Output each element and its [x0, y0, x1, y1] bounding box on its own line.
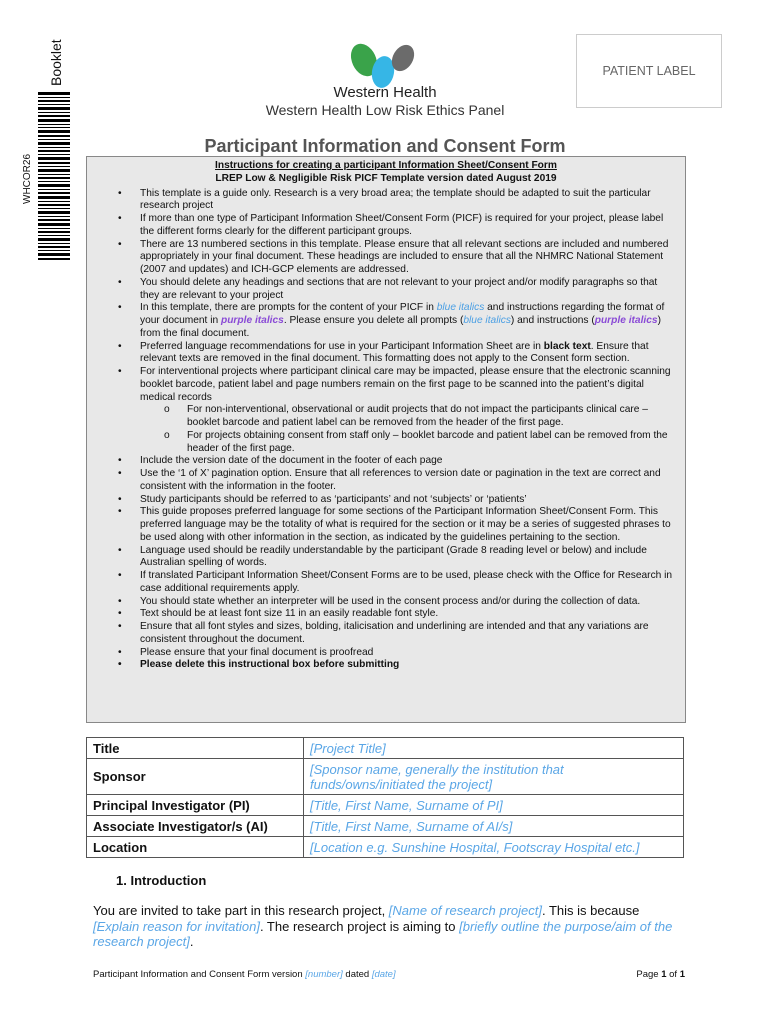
page-footer	[93, 969, 685, 980]
instruction-subheading: LREP Low & Negligible Risk PICF Template version dated August 2019	[215, 172, 557, 184]
form-code: WHCOR26	[22, 153, 33, 204]
row-key: Principal Investigator (PI)	[87, 795, 304, 816]
list-item: • Preferred language recommendations for use in your Participant Information Sheet are in black text. Ensure that relevant texts are removed in the final document. This formatting does not apply to the Consent form section.	[118, 340, 649, 365]
list-item: o For projects obtaining consent from staff only – booklet barcode and patient label can be removed from the header of the first page.	[164, 429, 668, 454]
brand-name: Western Health	[333, 84, 437, 101]
row-key: Title	[87, 738, 304, 759]
list-item: o For non-interventional, observational or audit projects that do not impact the participants clinical care – booklet barcode and patient label can be removed from the header of the first page.	[164, 404, 648, 428]
list-item: • There are 13 numbered sections in this template. Please ensure that all relevant sections are included and numbered appropriately in your final document. These headings are included to ensure that all the NHMRC National Statement (2007 and updates) and ICH-GCP elements are addressed.	[118, 238, 669, 275]
table-row	[87, 837, 684, 858]
list-item: • Ensure that all font styles and sizes, bolding, italicisation and underlining are intended and that any variations are consistent throughout the document.	[118, 621, 649, 645]
row-value[interactable]: [Title, First Name, Surname of AI/s]	[304, 816, 684, 837]
list-item: • If translated Participant Information Sheet/Consent Forms are to be used, please check with the Office for Research in case additional requirements apply.	[118, 570, 673, 594]
row-key: Location	[87, 837, 304, 858]
ethics-panel: Western Health Low Risk Ethics Panel	[265, 102, 505, 118]
table-row	[87, 816, 684, 837]
page-title: Participant Information and Consent Form	[204, 136, 566, 156]
table-row	[87, 759, 684, 795]
row-value[interactable]: [Title, First Name, Surname of PI]	[304, 795, 684, 816]
list-item: • In this template, there are prompts for the content of your PICF in blue italics and instructions regarding the format of your document in purple italics. Please ensure you delete all prompts (blue italics) and instructions (purple italics) from the final document.	[118, 302, 665, 339]
list-item: • Use the ‘1 of X’ pagination option. Ensure that all references to version date or pagination in the text are correct and consistent with the information in the footer.	[118, 468, 661, 492]
booklet-label: Booklet	[48, 39, 64, 86]
section-heading-introduction: 1. Introduction	[116, 873, 207, 888]
list-item: • Please delete this instructional box before submitting	[118, 659, 400, 671]
list-item: • This guide proposes preferred language for some sections of the Participant Information Sheet/Consent Form. This preferred language may be the totality of what is required for the section or it may be a series of suggested phrases to be used along with other information in the section, as indicated by the guidelines pertaining to the section.	[118, 506, 671, 543]
row-key: Associate Investigator/s (AI)	[87, 816, 304, 837]
row-value[interactable]: [Project Title]	[304, 738, 684, 759]
list-item: • Language used should be readily understandable by the participant (Grade 8 reading level or below) and include Australian spelling of words.	[118, 544, 647, 569]
patient-label-box	[576, 34, 722, 108]
page-number: Page 1 of 1	[636, 969, 685, 980]
list-item: • You should state whether an interpreter will be used in the consent process and/or during the collection of data.	[118, 595, 641, 607]
list-item: • Text should be at least font size 11 in an easily readable font style.	[118, 608, 439, 620]
list-item: • This template is a guide only. Research is a very broad area; the template should be adapted to suit the particular research project	[118, 187, 651, 212]
list-item: • Include the version date of the document in the footer of each page	[118, 455, 443, 467]
list-item: • Study participants should be referred to as ‘participants’ and not ‘subjects’ or ‘patients’	[118, 493, 527, 505]
list-item: • Please ensure that your final document is proofread	[118, 646, 374, 658]
row-value[interactable]: [Location e.g. Sunshine Hospital, Footscray Hospital etc.]	[304, 837, 684, 858]
row-value[interactable]: [Sponsor name, generally the institution that funds/owns/initiated the project]	[304, 759, 684, 795]
table-row	[87, 738, 684, 759]
row-key: Sponsor	[87, 759, 304, 795]
introduction-paragraph: You are invited to take part in this research project, [Name of research project]. This is because [Explain reason for invitation]. The research project is aiming to [briefly outline the purpose/aim of the research project].	[93, 903, 673, 949]
list-item: • If more than one type of Participant Information Sheet/Consent Form (PICF) is required for your project, please label the different forms clearly for the different participant groups.	[118, 213, 664, 237]
instruction-box	[86, 156, 686, 723]
list-item: • For interventional projects where participant clinical care may be impacted, please ensure that the electronic scanning booklet barcode, patient label and page numbers remain on the first page to be scanned into the patient’s digital medical records	[118, 366, 671, 403]
project-info-table	[86, 737, 684, 858]
instruction-heading: Instructions for creating a participant Information Sheet/Consent Form	[215, 160, 557, 171]
patient-label-text: PATIENT LABEL	[602, 64, 696, 78]
barcode-icon	[38, 92, 70, 260]
footer-version: Participant Information and Consent Form version [number] dated [date]	[93, 969, 396, 980]
table-row	[87, 795, 684, 816]
instruction-list	[87, 188, 685, 673]
list-item: • You should delete any headings and sections that are not relevant to your project and/or modify paragraphs so that they are relevant to your project	[118, 276, 658, 301]
